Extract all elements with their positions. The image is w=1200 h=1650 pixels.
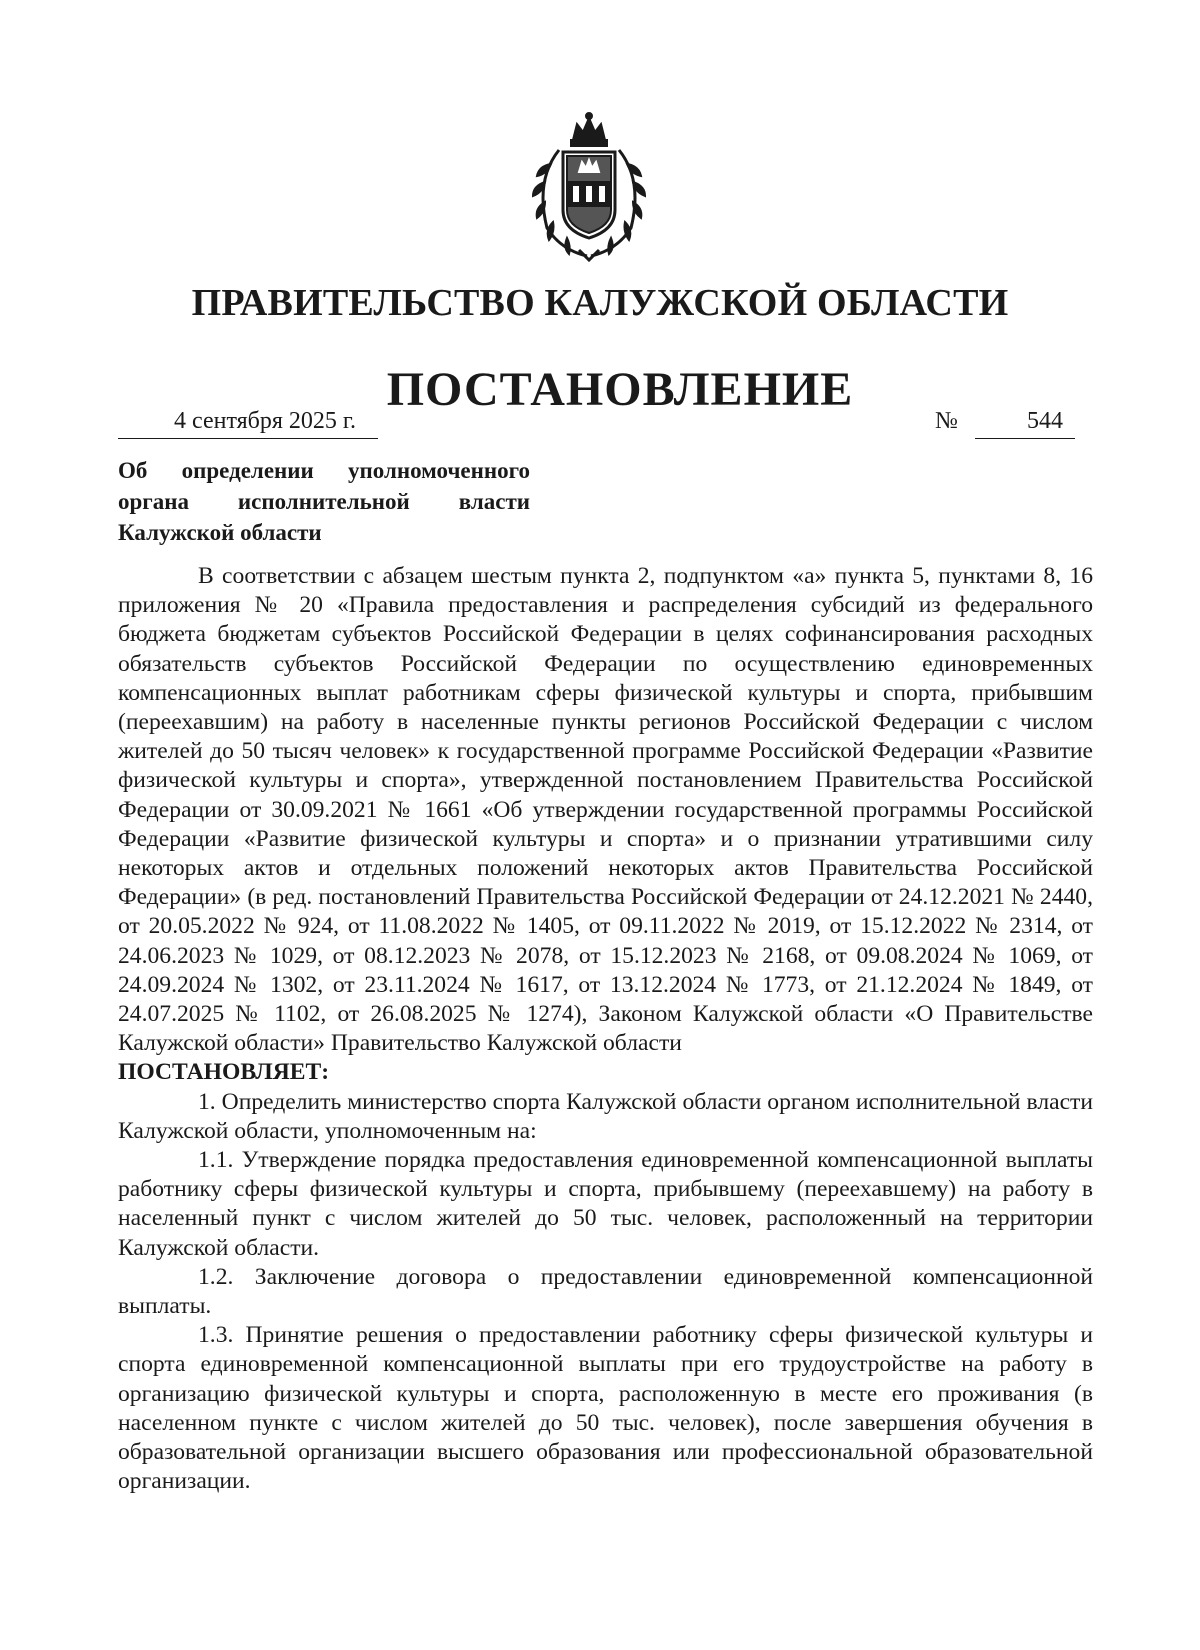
document-body [118, 562, 1093, 1497]
decree-word: ПОСТАНОВЛЯЕТ: [118, 1059, 330, 1086]
preamble-paragraph [118, 562, 1093, 1058]
document-number: 544 [1027, 408, 1063, 434]
government-title: ПРАВИТЕЛЬСТВО КАЛУЖСКОЙ ОБЛАСТИ [191, 282, 1009, 324]
document-subject: Об определении уполномоченного органа исполнительной власти Калужской области [118, 458, 530, 545]
kaluga-region-coat-of-arms-icon [521, 110, 657, 262]
item-1-2: 1.2. Заключение договора о предоставлении единовременной компенсационной выплаты. [118, 1263, 1093, 1320]
document-date: 4 сентября 2025 г. [174, 408, 357, 434]
preamble-text: В соответствии с абзацем шестым пункта 2, подпунктом «а» пункта 5, пунктами 8, 16 приложения № 20 «Правила предоставления и распределения субсидий из федерального бюджета бюджетам субъектов Российской Федерации в целях софинансирования расходных обязательств субъектов Российской Федерации по осуществлению единовременных компенсационных выплат работникам сферы физической культуры и спорта, прибывшим (переехавшим) на работу в населенные пункты регионов Российской Федерации с числом жителей до 50 тысяч человек» к государственной программе Российской Федерации «Развитие физической культуры и спорта», утвержденной постановлением Правительства Российской Федерации от 30.09.2021 № 1661 «Об утверждении государственной программы Российской Федерации «Развитие физической культуры и спорта» и о признании утратившими силу некоторых актов и отдельных положений некоторых актов Правительства Российской Федерации» (в ред. постановлений Правительства Российской Федерации от 24.12.2021 № 2440, от 20.05.2022 № 924, от 11.08.2022 № 1405, от 09.11.2022 № 2019, от 15.12.2022 № 2314, от 24.06.2023 № 1029, от 08.12.2023 № 2078, от 15.12.2023 № 2168, от 09.08.2024 № 1069, от 24.09.2024 № 1302, от 23.11.2024 № 1617, от 13.12.2024 № 1773, от 21.12.2024 № 1849, от 24.07.2025 № 1102, от 26.08.2025 № 1274), Законом Калужской области «О Правительстве Калужской области» Правительство Калужской области [118, 563, 1093, 1057]
item-1-3: 1.3. Принятие решения о предоставлении работнику сферы физической культуры и спорта единовременной компенсационной выплаты при его трудоустройстве на работу в организацию физической культуры и спорта, расположенную в месте его проживания (в населенном пункте с числом жителей до 50 тыс. человек), после завершения обучения в образовательной организации высшего образования или профессиональной образовательной организации. [118, 1322, 1093, 1495]
item-1-1: 1.1. Утверждение порядка предоставления единовременной компенсационной выплаты работнику сферы физической культуры и спорта, прибывшему (переехавшему) на работу в населенный пункт с числом жителей до 50 тыс. человек, расположенный на территории Калужской области. [118, 1147, 1093, 1261]
decree-paragraph [118, 1058, 1093, 1087]
document-type: ПОСТАНОВЛЕНИЕ [386, 363, 854, 416]
number-sign: № [935, 408, 958, 434]
document-date-field [118, 408, 378, 439]
number-underline [975, 408, 1075, 439]
item-1: 1. Определить министерство спорта Калужской области органом исполнительной власти Калужской области, уполномоченным на: [118, 1088, 1093, 1144]
